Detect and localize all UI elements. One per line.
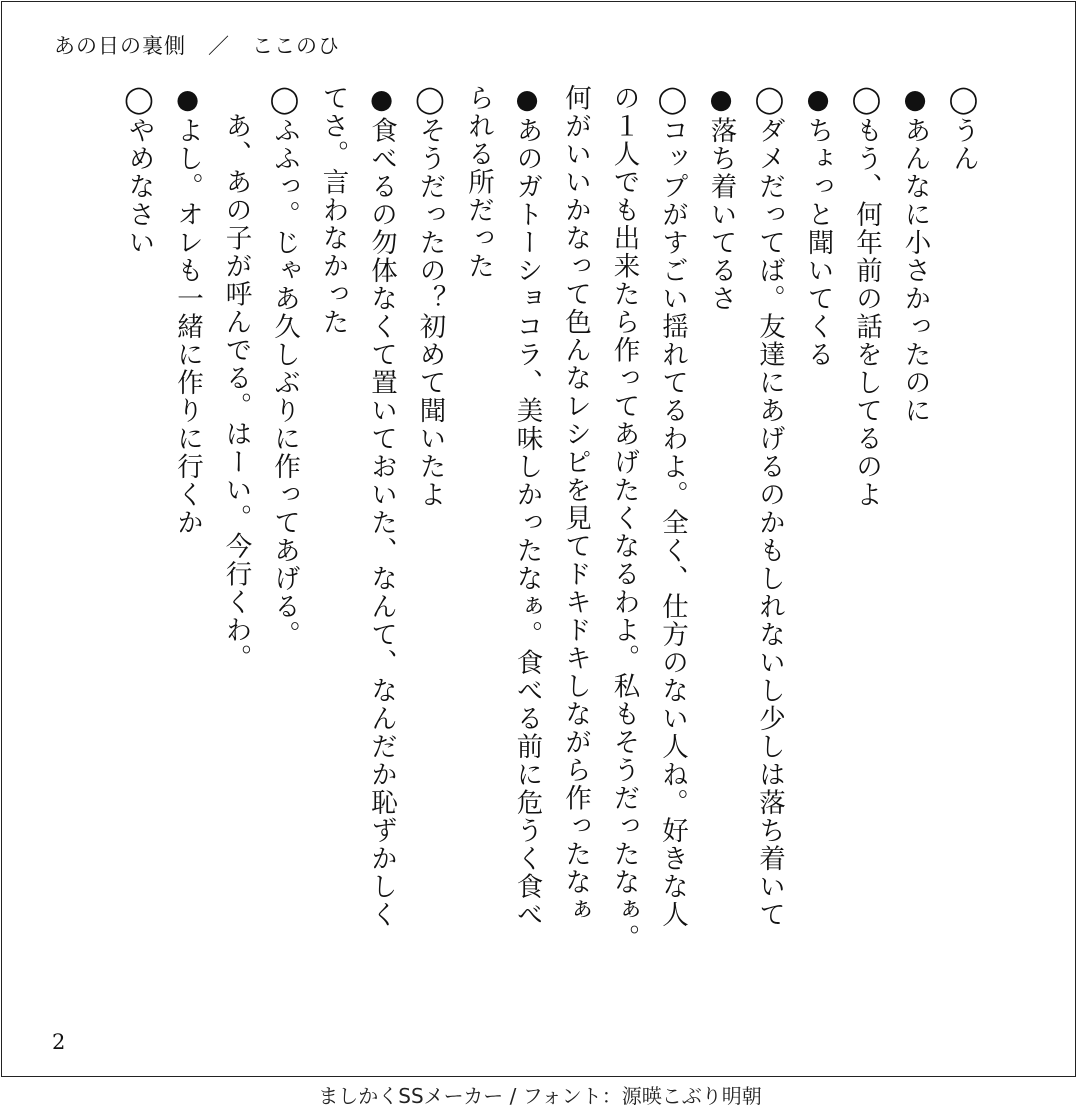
header [54,30,340,60]
story-line: ●あんなに小さかったのに [899,84,931,425]
story-line: ●あのガトーショコラ、美味しかったなぁ。食べる前に危うく食べ [511,84,543,929]
footer-credit: ましかくSSメーカー / フォント：源暎こぶり明朝 [318,1084,762,1108]
story-line: ●ちょっと聞いてくる [802,84,834,369]
story-line: ◯やめなさい [123,84,155,257]
story-line: ◯コップがすごい揺れてるわよ。全く、仕方のない人ね。好きな人 [657,84,688,929]
story-line: ●食べるの勿体なくて置いておいた、なんて、なんだか恥ずかしく [366,84,397,929]
page-number: 2 [52,1030,66,1054]
page-frame [1,1,1076,1077]
story-line: ●よし。オレも一緒に作りに行くか [172,84,203,537]
story-line: の１人でも出来たら作ってあげたくなるわよ。私もそうだったなぁ。 [608,84,640,952]
story-line: ◯ふふっ。じゃあ久しぶりに作ってあげる。 [269,84,300,649]
story-line: ◯うん [948,84,979,173]
story-line: られる所だった [463,84,494,280]
story-line: ◯そうだったの？初めて聞いたよ [414,84,446,509]
author-name: ここのひ [252,34,340,58]
story-line: てさ。言わなかった [317,84,349,336]
story-line: ◯ダメだってば。友達にあげるのかもしれないし少しは落ち着いて [754,84,785,929]
story-line: 何がいいかなって色んなレシピを見てドキドキしながら作ったなぁ [560,84,591,924]
story-body [114,84,987,1004]
story-line: ◯もう、何年前の話をしてるのよ [851,84,882,509]
story-line: あ、あの子が呼んでる。はーい。今行くわ。 [220,84,252,672]
header-separator: ／ [208,34,230,58]
story-title: あの日の裏側 [54,34,186,58]
story-line: ●落ち着いてるさ [705,84,737,313]
